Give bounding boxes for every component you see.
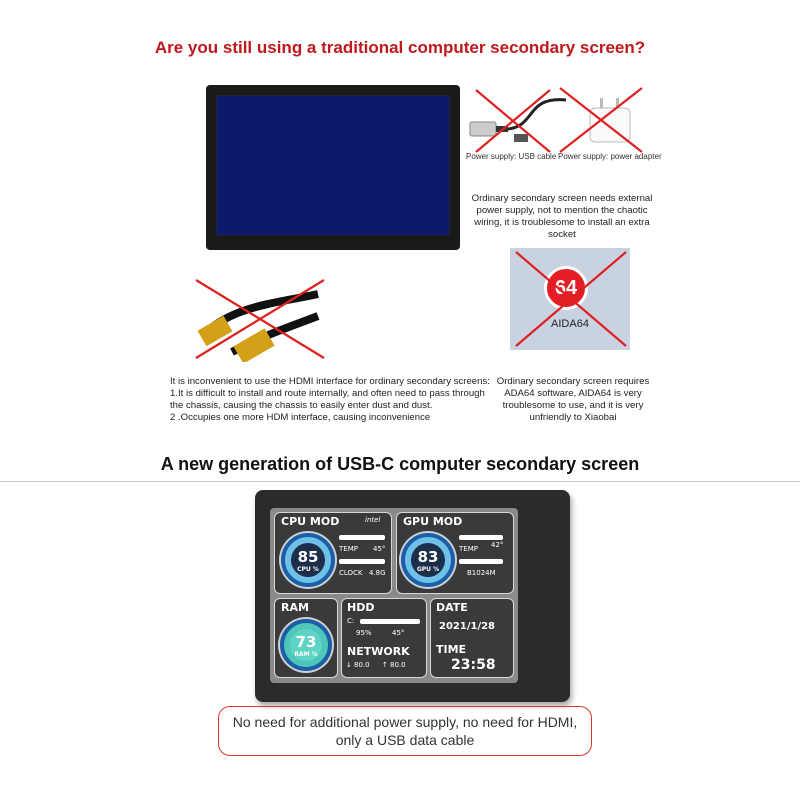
gpu-value: 83 xyxy=(417,547,439,566)
hdd-usage-value: 95% xyxy=(356,629,372,637)
hdd-drive-label: C: xyxy=(347,617,355,625)
gpu-mem-bar xyxy=(459,559,503,564)
gpu-title: GPU MOD xyxy=(403,515,463,528)
gpu-temp-value: 42° xyxy=(491,541,504,549)
hdd-title: HDD xyxy=(347,601,375,614)
section-banner: A new generation of USB-C computer secondary screen xyxy=(160,454,640,474)
footer-line-1: No need for additional power supply, no need for HDMI, xyxy=(232,714,578,730)
footer-line-2: only a USB data cable xyxy=(335,732,475,748)
hdd-temp-value: 45° xyxy=(392,629,405,637)
usb-cable-label: Power supply: USB cable xyxy=(466,152,557,161)
gpu-panel xyxy=(396,512,514,594)
gpu-temp-label: TEMP xyxy=(459,545,478,553)
date-value: 2021/1/28 xyxy=(439,621,496,632)
upload-arrow-icon: ↑ xyxy=(382,661,388,669)
cpu-temp-bar xyxy=(339,535,385,540)
ram-title: RAM xyxy=(281,601,309,614)
page-title: Are you still using a traditional computer secondary screen? xyxy=(154,38,646,57)
date-title: DATE xyxy=(436,601,468,614)
cpu-temp-label: TEMP xyxy=(339,545,358,553)
gpu-gauge xyxy=(401,533,455,587)
download-arrow-icon: ↓ xyxy=(346,661,352,669)
cpu-clock-label: CLOCK xyxy=(339,569,363,577)
time-value: 23:58 xyxy=(451,657,496,673)
ram-gauge xyxy=(280,619,332,671)
power-adapter-label: Power supply: power adapter xyxy=(558,152,662,161)
cpu-temp-value: 45° xyxy=(373,545,386,553)
footer-callout xyxy=(218,706,592,756)
hdmi-description: It is inconvenient to use the HDMI interface for ordinary secondary screens: 1.It is difficult to install and route internally, and often need to pass through the chassis, causing the chassis to easily enter dust and dust. 2 .Occupies one more HDM interface, causing inconvenience xyxy=(170,376,490,423)
date-time-panel xyxy=(430,598,514,678)
network-down-value: 80.0 xyxy=(354,661,370,669)
aida64-logo-text: AIDA64 xyxy=(551,318,589,330)
intel-logo: intel xyxy=(365,516,381,524)
network-title: NETWORK xyxy=(347,645,410,658)
aida64-logo-crossed-image xyxy=(510,248,630,350)
traditional-monitor-image xyxy=(206,85,460,250)
cpu-value: 85 xyxy=(297,547,319,566)
network-up-value: 80.0 xyxy=(390,661,406,669)
time-title: TIME xyxy=(436,643,467,656)
power-cables-crossed-image xyxy=(466,86,646,156)
cpu-unit: CPU % xyxy=(297,565,319,573)
divider xyxy=(0,481,800,482)
gpu-mem-value: B1024M xyxy=(467,569,496,577)
hdmi-cable-crossed-image xyxy=(192,276,328,362)
device-screen xyxy=(270,508,518,683)
gpu-temp-bar xyxy=(459,535,503,540)
cpu-clock-value: 4.8G xyxy=(369,569,386,577)
ram-panel xyxy=(274,598,338,678)
aida64-description: Ordinary secondary screen requires ADA64 software, AIDA64 is very troublesome to use, and it is very unfriendly to Xiaobai xyxy=(496,376,650,423)
cpu-gauge xyxy=(281,533,335,587)
hdd-network-panel xyxy=(341,598,427,678)
cpu-panel xyxy=(274,512,392,594)
power-supply-description: Ordinary secondary screen needs external power supply, not to mention the chaotic wiring, it is troublesome to install an extra socket xyxy=(471,193,653,240)
ram-value: 73 xyxy=(295,632,317,651)
cpu-title: CPU MOD xyxy=(281,515,340,528)
ram-unit: RAM % xyxy=(294,650,318,658)
aida64-badge-icon: 64 xyxy=(544,266,588,310)
cpu-clock-bar xyxy=(339,559,385,564)
hdd-usage-bar xyxy=(360,619,420,624)
gpu-unit: GPU % xyxy=(416,565,440,573)
